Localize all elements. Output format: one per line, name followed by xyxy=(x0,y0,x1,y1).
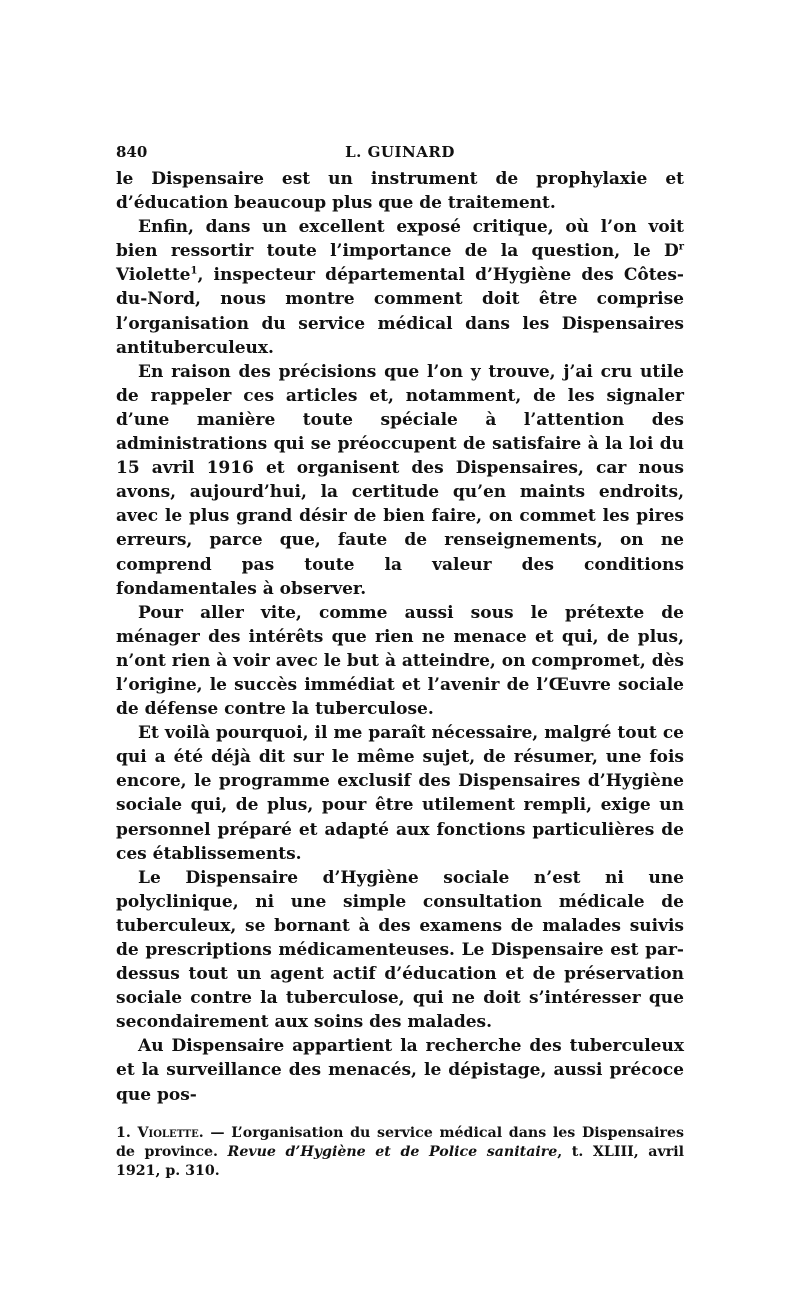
paragraph-2-end: , inspecteur départemental d’Hygiène des Côtes-du-Nord, nous montre comment doit être comprise l’organisation du service médical dans les Dispensaires antituberculeux. xyxy=(116,265,684,358)
paragraph-1: le Dispensaire est un instrument de prophylaxie et d’éducation beaucoup plus que de traitement. xyxy=(116,169,684,214)
footnote xyxy=(116,1124,684,1181)
running-header xyxy=(116,143,684,167)
footnote-title: — L’organisation du service médical dans les Dispensaires de province. xyxy=(116,1124,684,1160)
footnote-journal: Revue d’Hygiène et de Police sanitaire xyxy=(227,1143,558,1160)
paragraph-7: Au Dispensaire appartient la recherche des tuberculeux et la surveillance des menacés, le dépistage, aussi précoce que pos- xyxy=(116,1036,684,1105)
body-text xyxy=(116,167,684,1107)
doctor-abbrev-sup: r xyxy=(678,241,684,253)
paragraph-2-start: Enfin, dans un excellent exposé critique, où l’on voit bien ressortir toute l’importance de la question, le D xyxy=(116,217,684,262)
page-number: 840 xyxy=(116,143,148,161)
page xyxy=(116,143,684,1181)
footnote-ref: 1 xyxy=(190,265,198,277)
paragraph-2-name: Violette xyxy=(116,265,191,286)
paragraph-5: Et voilà pourquoi, il me paraît nécessaire, malgré tout ce qui a été déjà dit sur le même sujet, de résumer, une fois encore, le programme exclusif des Dispensaires d’Hygiène sociale qui, de plus, pour être utilement rempli, exige un personnel préparé et adapté aux fonctions particulières de ces établissements. xyxy=(116,723,684,864)
paragraph-2 xyxy=(116,215,684,360)
paragraph-3: En raison des précisions que l’on y trouve, j’ai cru utile de rappeler ces articles et, notamment, de les signaler d’une manière toute spéciale à l’attention des administrations qui se préoccupent de satisfaire à la loi du 15 avril 1916 et organisent des Dispensaires, car nous avons, aujourd’hui, la certitude qu’en maints endroits, avec le plus grand désir de bien faire, on commet les pires erreurs, parce que, faute de renseignements, on ne comprend pas toute la valeur des conditions fondamentales à observer. xyxy=(116,361,684,599)
running-title: L. GUINARD xyxy=(345,143,455,161)
footnote-marker: 1. xyxy=(116,1124,131,1141)
footnote-author: Violette. xyxy=(137,1124,204,1141)
footnote-ref: , t. XLIII, avril 1921, p. 310. xyxy=(116,1143,684,1179)
paragraph-4: Pour aller vite, comme aussi sous le prétexte de ménager des intérêts que rien ne menace et qui, de plus, n’ont rien à voir avec le but à atteindre, on compromet, dès l’origine, le succès immédiat et l’avenir de l’Œuvre sociale de défense contre la tuberculose. xyxy=(116,602,684,720)
paragraph-6: Le Dispensaire d’Hygiène sociale n’est ni une polyclinique, ni une simple consultation médicale de tuberculeux, se bornant à des examens de malades suivis de prescriptions médicamenteuses. Le Dispensaire est par-dessus tout un agent actif d’éducation et de préservation sociale contre la tuberculose, qui ne doit s’intéresser que secondairement aux soins des malades. xyxy=(116,867,684,1033)
